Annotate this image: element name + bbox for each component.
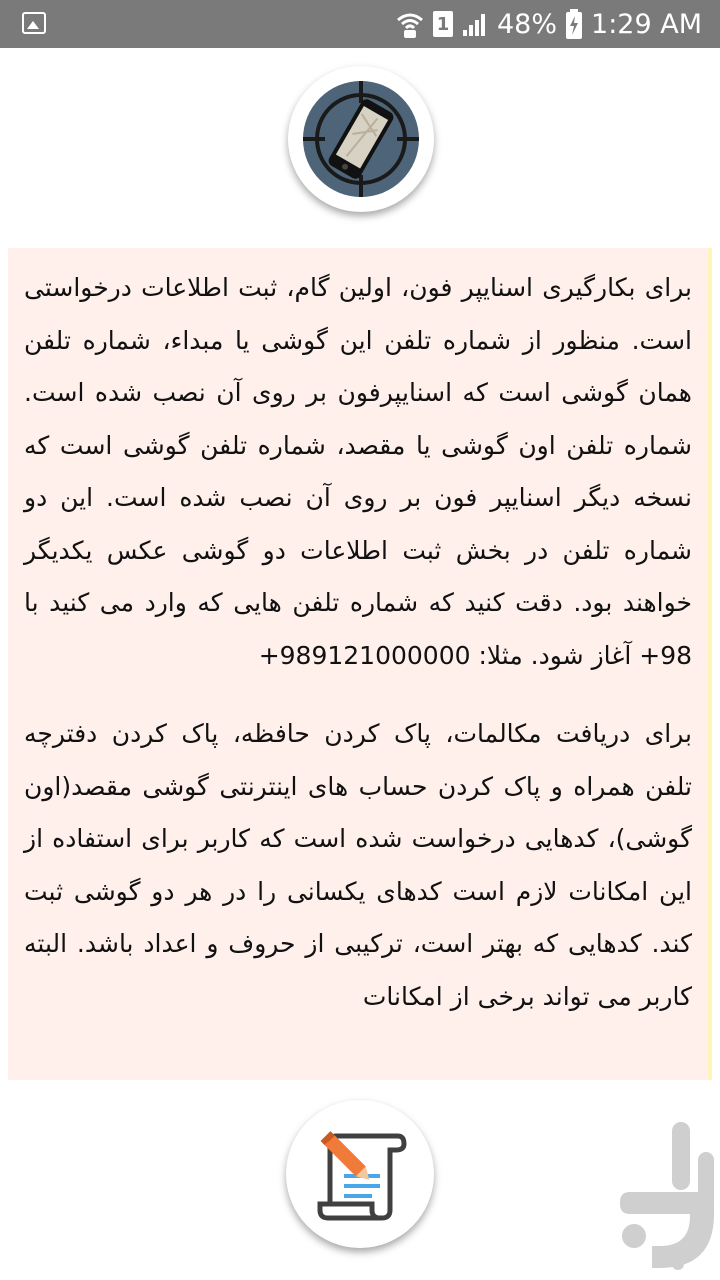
wifi-calling-icon (395, 9, 425, 39)
signal-icon (461, 10, 489, 38)
status-bar (0, 0, 720, 48)
gallery-notification-icon (22, 12, 46, 34)
article-paragraph: برای دریافت مکالمات، پاک کردن حافظه، پاک کردن دفترچه تلفن همراه و پاک کردن حساب های اینترنتی گوشی مقصد(اون گوشی)، کدهایی درخواست شده است که کاربر برای استفاده از این امکانات لازم است کدهای یکسانی را در هر دو گوشی ثبت کند. کدهایی که بهتر است، ترکیبی از حروف و اعداد باشد. البته کاربر می تواند برخی از امکانات (24, 719, 692, 1011)
phone-crosshair-icon (299, 77, 423, 201)
sniper-phone-logo[interactable] (288, 66, 434, 212)
editor-logo[interactable] (286, 1100, 434, 1248)
edit-scroll-icon (300, 1114, 420, 1234)
article-paragraph: برای بکارگیری اسنایپر فون، اولین گام، ثبت اطلاعات درخواستی است. منظور از شماره تلفن این گوشی یا مبداء، شماره تلفن همان گوشی است که اسنایپرفون بر روی آن نصب شده است. شماره تلفن اون گوشی یا مقصد، شماره تلفن گوشی است که نسخه دیگر اسنایپر فون بر روی آن نصب شده است. این دو شماره تلفن در بخش ثبت اطلاعات دو گوشی عکس یکدیگر خواهند بود. دقت کنید که شماره تلفن هایی که وارد می کنید با 98+ آغاز شود. مثلا: ‎+989121000000 (24, 273, 692, 670)
article-content (8, 248, 712, 1080)
battery-charging-icon (565, 9, 583, 39)
sim-slot-icon: 1 (433, 11, 453, 37)
battery-percent: 48% (497, 8, 558, 40)
status-bar-right (395, 0, 702, 48)
bazaar-logo-icon (612, 1118, 716, 1270)
clock: 1:29 AM (591, 8, 702, 40)
